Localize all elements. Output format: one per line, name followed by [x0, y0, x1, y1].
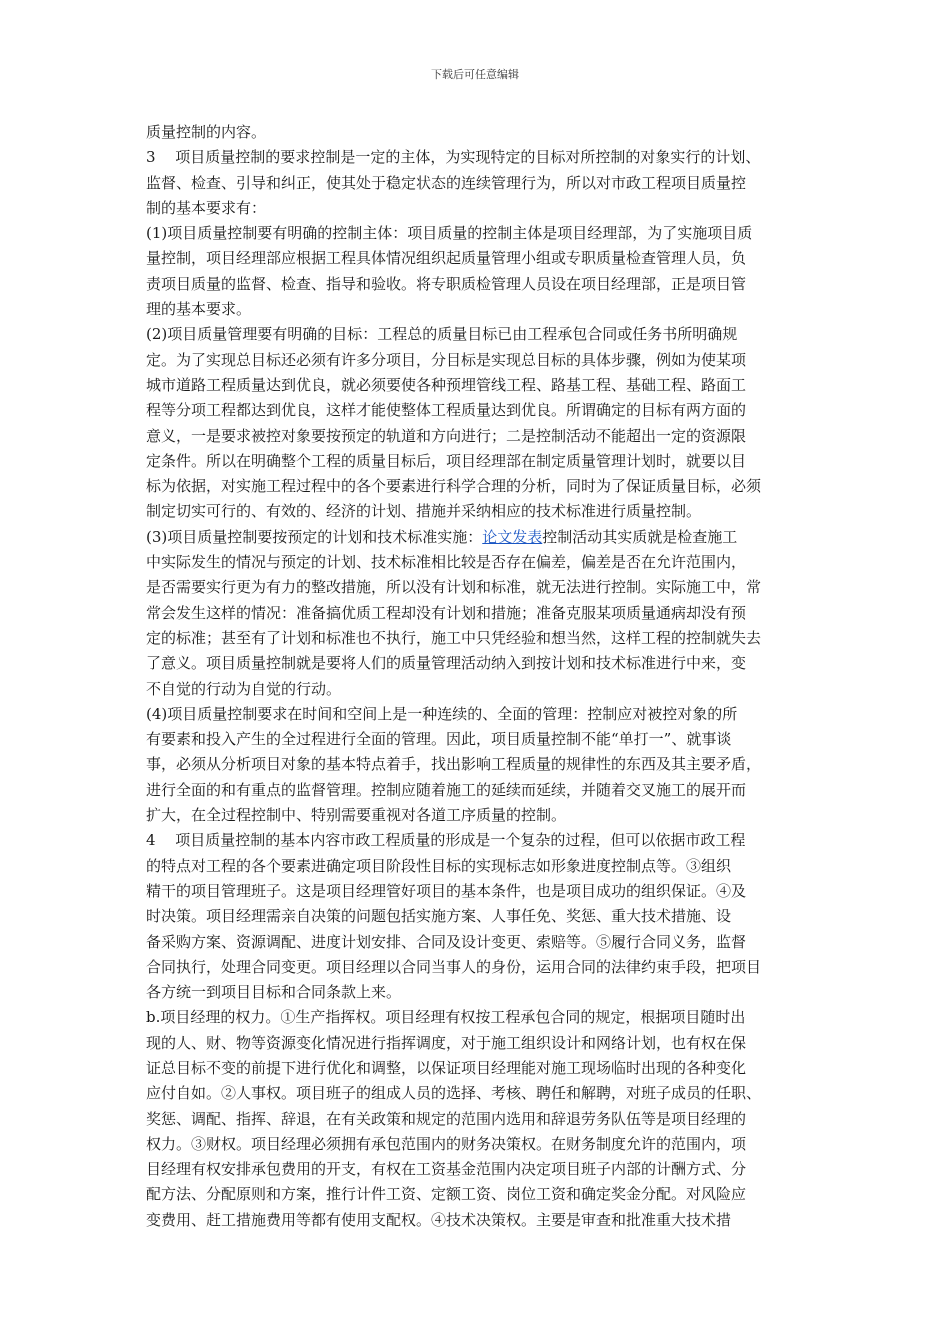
text-line: 中实际发生的情况与预定的计划、技术标准相比较是否存在偏差，偏差是否在允许范围内， — [146, 553, 747, 572]
text-line: 常会发生这样的情况：准备搞优质工程却没有计划和措施；准备克服某项质量通病却没有预 — [146, 603, 747, 622]
text-line: 城市道路工程质量达到优良，就必须要使各种预埋管线工程、路基工程、基础工程、路面工 — [146, 375, 747, 394]
text-line: 质量控制的内容。 — [146, 123, 267, 141]
text-line: 监督、检查、引导和纠正，使其处于稳定状态的连续管理行为，所以对市政工程项目质量控 — [146, 173, 747, 192]
text-line: 事，必须从分析项目对象的基本特点着手，找出影响工程质量的规律性的东西及其主要矛盾， — [146, 755, 762, 774]
text-line: 权力。③财权。项目经理必须拥有承包范围内的财务决策权。在财务制度允许的范围内，项 — [146, 1134, 747, 1153]
text-line: 不自觉的行动为自觉的行动。 — [146, 679, 342, 698]
text-line: 量控制，项目经理部应根据工程具体情况组织起质量管理小组或专职质量检查管理人员，负 — [146, 249, 747, 268]
link-line-after: 控制活动其实质就是检查施工 — [542, 527, 738, 546]
text-line: 精干的项目管理班子。这是项目经理管好项目的基本条件，也是项目成功的组织保证。④及 — [146, 881, 747, 900]
text-line: 扩大，在全过程控制中、特别需要重视对各道工序质量的控制。 — [146, 806, 567, 825]
text-line: 程等分项工程都达到优良，这样才能使整体工程质量达到优良。所谓确定的目标有两方面的 — [146, 401, 747, 420]
text-line: 定条件。所以在明确整个工程的质量目标后，项目经理部在制定质量管理计划时，就要以目 — [146, 451, 747, 470]
text-line: 4 项目质量控制的基本内容市政工程质量的形成是一个复杂的过程，但可以依据市政工程 — [146, 831, 746, 850]
text-line: (4)项目质量控制要求在时间和空间上是一种连续的、全面的管理：控制应对被控对象的所 — [146, 704, 738, 723]
text-line: 标为依据，对实施工程过程中的各个要素进行科学合理的分析，同时为了保证质量目标，必须 — [146, 477, 762, 496]
text-line: 了意义。项目质量控制就是要将人们的质量管理活动纳入到按计划和技术标准进行中来，变 — [146, 654, 747, 673]
text-line: 责项目质量的监督、检查、指导和验收。将专职质检管理人员设在项目经理部，正是项目管 — [146, 274, 747, 293]
text-line: 变费用、赶工措施费用等都有使用支配权。④技术决策权。主要是审查和批准重大技术措 — [146, 1210, 732, 1229]
text-line: 进行全面的和有重点的监督管理。控制应随着施工的延续而延续，并随着交叉施工的展开而 — [146, 780, 747, 799]
text-line: 配方法、分配原则和方案，推行计件工资、定额工资、岗位工资和确定奖金分配。对风险应 — [146, 1185, 747, 1204]
text-line-with-link — [146, 525, 818, 550]
text-line: b.项目经理的权力。①生产指挥权。项目经理有权按工程承包合同的规定，根据项目随时出 — [146, 1008, 746, 1027]
text-line: 3 项目质量控制的要求控制是一定的主体，为实现特定的目标对所控制的对象实行的计划、 — [146, 148, 761, 167]
paper-publish-link[interactable]: 论文发表 — [482, 527, 543, 546]
text-line: (2)项目质量管理要有明确的目标：工程总的质量目标已由工程承包合同或任务书所明确规 — [146, 325, 738, 344]
text-line: 理的基本要求。 — [146, 300, 252, 319]
text-line: 定的标准；甚至有了计划和标准也不执行，施工中只凭经验和想当然，这样工程的控制就失去 — [146, 628, 762, 647]
text-line: 各方统一到项目目标和合同条款上来。 — [146, 983, 402, 1002]
text-line: (1)项目质量控制要有明确的控制主体：项目质量的控制主体是项目经理部，为了实施项目质 — [146, 224, 753, 243]
text-line: 目经理有权安排承包费用的开支，有权在工资基金范围内决定项目班子内部的计酬方式、分 — [146, 1160, 747, 1179]
text-line: 制的基本要求有： — [146, 198, 267, 217]
text-line: 应付自如。②人事权。项目班子的组成人员的选择、考核、聘任和解聘，对班子成员的任职、 — [146, 1084, 762, 1103]
text-line: 是否需要实行更为有力的整改措施，所以没有计划和标准，就无法进行控制。实际施工中，常 — [146, 578, 762, 597]
text-line: 合同执行，处理合同变更。项目经理以合同当事人的身份，运用合同的法律约束手段，把项目 — [146, 957, 762, 976]
text-line: 有要素和投入产生的全过程进行全面的管理。因此，项目质量控制不能“单打一”、就事谈 — [146, 730, 732, 749]
text-line: 定。为了实现总目标还必须有许多分项目，分目标是实现总目标的具体步骤，例如为使某项 — [146, 350, 747, 369]
text-line: 现的人、财、物等资源变化情况进行指挥调度，对于施工组织设计和网络计划，也有权在保 — [146, 1033, 747, 1052]
text-line: 的特点对工程的各个要素进确定项目阶段性目标的实现标志如形象进度控制点等。③组织 — [146, 856, 732, 875]
text-line: 证总目标不变的前提下进行优化和调整，以保证项目经理能对施工现场临时出现的各种变化 — [146, 1058, 747, 1077]
text-line: 奖惩、调配、指挥、辞退，在有关政策和规定的范围内选用和辞退劳务队伍等是项目经理的 — [146, 1109, 747, 1128]
text-line: 备采购方案、资源调配、进度计划安排、合同及设计变更、索赔等。⑤履行合同义务，监督 — [146, 932, 747, 951]
document-body — [146, 120, 818, 1233]
link-line-before: (3)项目质量控制要按预定的计划和技术标准实施： — [146, 527, 483, 546]
text-line: 制定切实可行的、有效的、经济的计划、措施并采纳相应的技术标准进行质量控制。 — [146, 502, 702, 521]
page-header: 下载后可任意编辑 — [431, 68, 519, 81]
text-line: 意义，一是要求被控对象要按预定的轨道和方向进行；二是控制活动不能超出一定的资源限 — [146, 426, 747, 445]
text-line: 时决策。项目经理需亲自决策的问题包括实施方案、人事任免、奖惩、重大技术措施、设 — [146, 907, 732, 926]
